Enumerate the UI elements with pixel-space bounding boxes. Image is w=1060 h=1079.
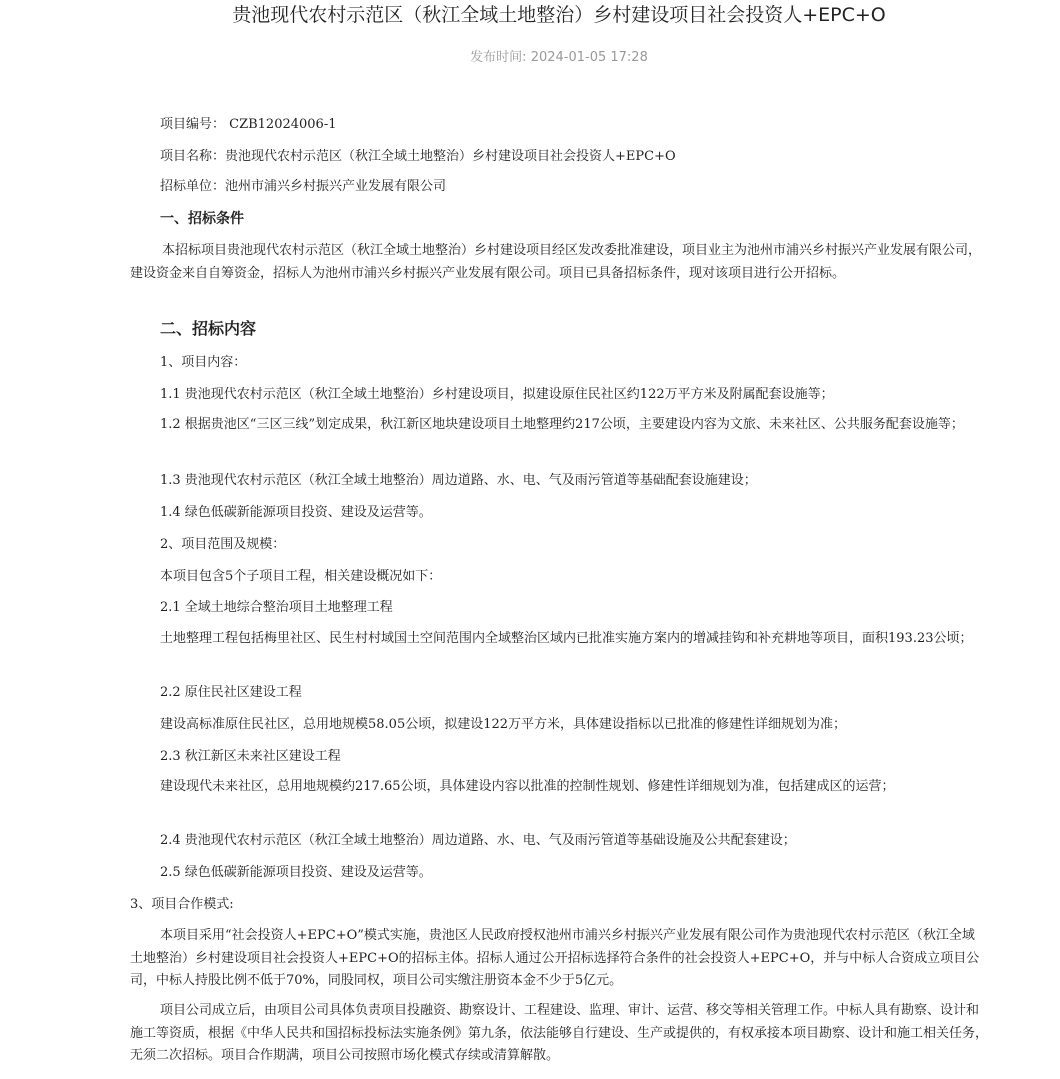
item-2-1: 2.1 全域土地综合整治项目土地整理工程 [160,600,393,615]
cooperation-mode-title: 3、项目合作模式: [130,897,234,912]
item-2-4: 2.4 贵池现代农村示范区（秋江全域土地整治）周边道路、水、电、气及雨污管道等基础设施及公共配套建设； [160,833,796,848]
conditions-paragraph: 本招标项目贵池现代农村示范区（秋江全域土地整治）乡村建设项目经区发改委批准建设，项目业主为池州市浦兴乡村振兴产业发展有限公司，建设资金来自自筹资金，招标人为池州市浦兴乡村振兴产业发展有限公司。项目已具备招标条件，现对该项目进行公开招标。 [130,243,982,281]
cooperation-mode-paragraph-1: 本项目采用“社会投资人+EPC+O”模式实施，贵池区人民政府授权池州市浦兴乡村振兴产业发展有限公司作为贵池现代农村示范区（秋江全域土地整治）乡村建设项目社会投资人+EPC+O的招标主体。招标人通过公开招标选择符合条件的社会投资人+EPC+O，并与中标人合资成立项目公司，中标人持股比例不低于70%，同股同权，项目公司实缴注册资本金不少于5亿元。 [130,928,980,988]
publish-time [0,49,1060,67]
project-number: 项目编号： CZB12024006-1 [160,117,337,132]
content-title: 1、项目内容： [160,355,247,370]
item-1-2: 1.2 根据贵池区“三区三线”划定成果，秋江新区地块建设项目土地整理约217公顷，主要建设内容为文旅、未来社区、公共服务配套设施等； [160,417,964,432]
item-2-2: 2.2 原住民社区建设工程 [160,685,302,700]
article-title: 贵池现代农村示范区（秋江全域土地整治）乡村建设项目社会投资人+EPC+O [232,4,886,26]
item-2-1-desc: 土地整理工程包括梅里社区、民生村村域国土空间范围内全域整治区域内已批准实施方案内的增减挂钩和补充耕地等项目，面积193.23公顷； [160,631,973,646]
publish-time-label: 发布时间: [470,50,527,65]
item-2-3: 2.3 秋江新区未来社区建设工程 [160,749,341,764]
section-heading-content: 二、招标内容 [160,319,257,338]
tenderer: 招标单位：池州市浦兴乡村振兴产业发展有限公司 [160,179,447,194]
publish-time-value: 2024-01-05 17:28 [530,50,648,65]
item-1-3: 1.3 贵池现代农村示范区（秋江全域土地整治）周边道路、水、电、气及雨污管道等基础配套设施建设； [160,473,757,488]
cooperation-mode-paragraph-2: 项目公司成立后，由项目公司具体负责项目投融资、勘察设计、工程建设、监理、审计、运营、移交等相关管理工作。中标人具有勘察、设计和施工等资质，根据《中华人民共和国招标投标法实施条例》第九条，依法能够自行建设、生产或提供的，有权承接本项目勘察、设计和施工相关任务，无须二次招标。项目合作期满，项目公司按照市场化模式存续或清算解散。 [130,1003,989,1063]
project-name: 项目名称：贵池现代农村示范区（秋江全域土地整治）乡村建设项目社会投资人+EPC+O [160,149,676,164]
item-2-5: 2.5 绿色低碳新能源项目投资、建设及运营等。 [160,865,432,880]
item-1-1: 1.1 贵池现代农村示范区（秋江全域土地整治）乡村建设项目，拟建设原住民社区约122万平方米及附属配套设施等； [160,387,834,402]
scope-intro: 本项目包含5个子项目工程，相关建设概况如下： [160,569,442,584]
item-1-4: 1.4 绿色低碳新能源项目投资、建设及运营等。 [160,505,432,520]
section-heading-conditions: 一、招标条件 [160,211,244,227]
item-2-3-desc: 建设现代未来社区，总用地规模约217.65公顷，具体建设内容以批准的控制性规划、修建性详细规划为准，包括建成区的运营； [160,779,895,794]
item-2-2-desc: 建设高标准原住民社区，总用地规模58.05公顷，拟建设122万平方米，具体建设指标以已批准的修建性详细规划为准； [160,717,847,732]
scope-title: 2、项目范围及规模： [160,537,286,552]
